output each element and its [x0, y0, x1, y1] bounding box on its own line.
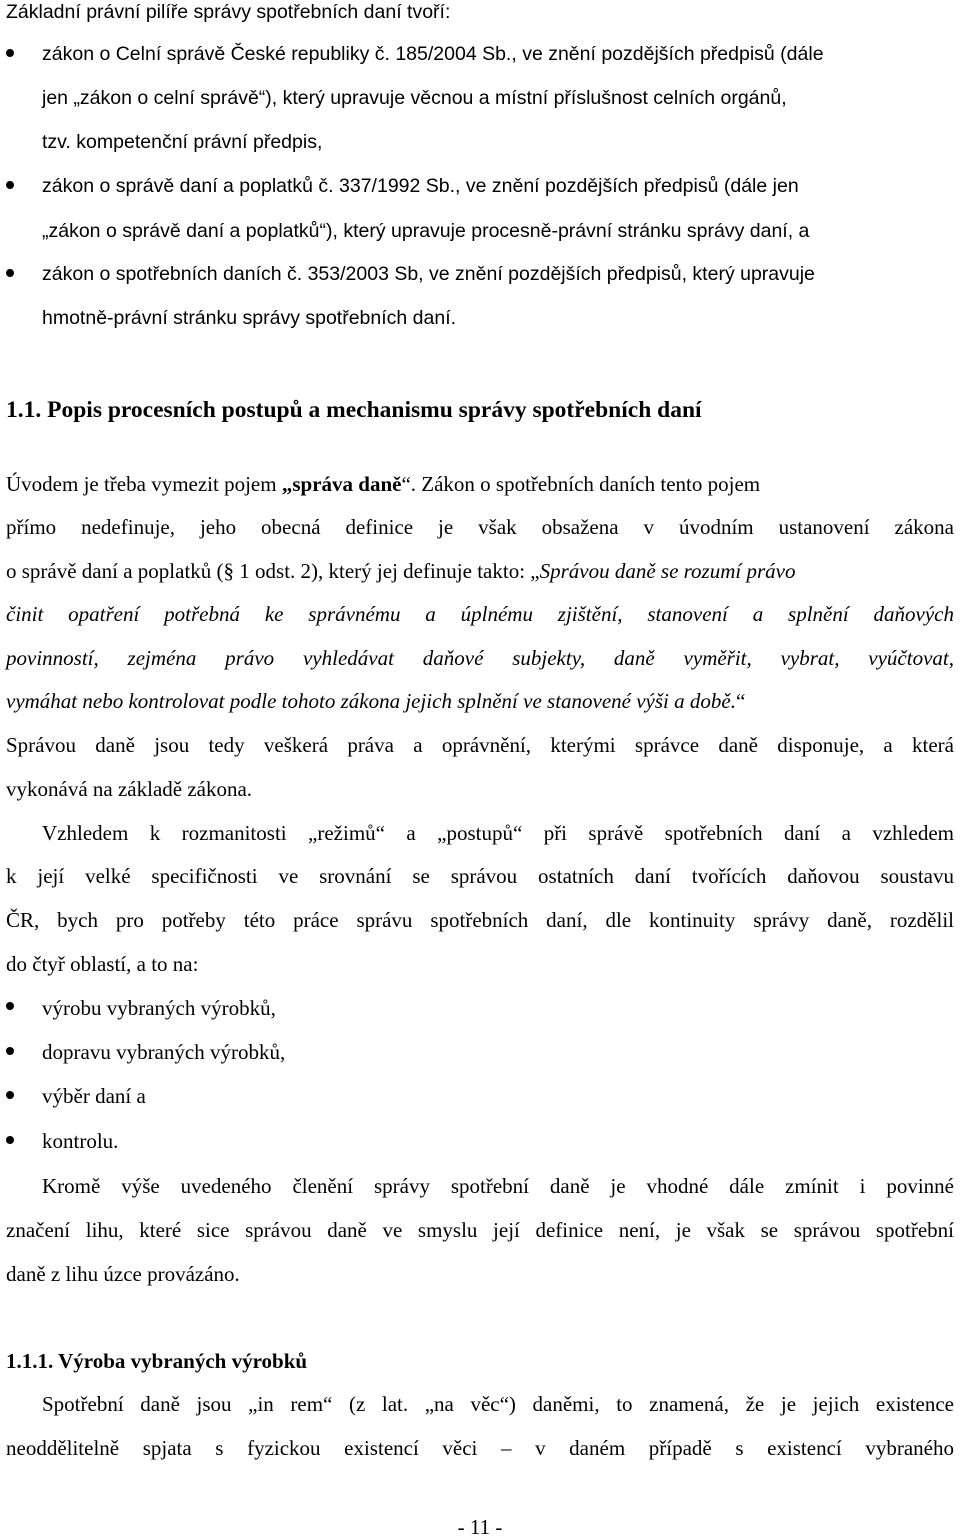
paragraph-1-line-8: vykonává na základě zákona.: [6, 777, 253, 801]
quote-span: vymáhat nebo kontrolovat podle tohoto zákona jejich splnění ve stanovené výši a době.: [6, 689, 736, 713]
quote-span: Správou daně se rozumí právo: [539, 559, 796, 583]
paragraph-2-line-1: Vzhledem k rozmanitosti „režimů“ a „postupů“ při správě spotřebních daní a vzhledem: [42, 821, 954, 845]
subsection-line-2: neoddělitelně spjata s fyzickou existencí věci – v daném případě s existencí vybraného: [6, 1436, 954, 1460]
bullet-icon: [6, 181, 14, 189]
text-span: Úvodem je třeba vymezit pojem: [6, 472, 282, 496]
paragraph-2-line-2: k její velké specifičnosti ve srovnání se správou ostatních daní tvořících daňovou soustavu: [6, 864, 954, 888]
law-2-line-1: zákon o správě daní a poplatků č. 337/1992 Sb., ve znění pozdějších předpisů (dále jen: [42, 175, 799, 197]
text-span: “: [735, 689, 746, 713]
law-1-line-1: zákon o Celní správě České republiky č. 185/2004 Sb., ve znění pozdějších předpisů (dále: [42, 43, 824, 65]
list-item: kontrolu.: [42, 1129, 119, 1153]
paragraph-2-line-4: do čtyř oblastí, a to na:: [6, 952, 199, 976]
section-heading: 1.1. Popis procesních postupů a mechanismu správy spotřebních daní: [6, 397, 702, 423]
paragraph-1-line-2: přímo nedefinuje, jeho obecná definice je však obsažena v úvodním ustanovení zákona: [6, 515, 954, 539]
paragraph-1-line-5: povinností, zejména právo vyhledávat daňové subjekty, daně vyměřit, vybrat, vyúčtovat,: [6, 646, 954, 670]
page-number: - 11 -: [457, 1515, 503, 1539]
bullet-icon: [6, 269, 14, 277]
paragraph-1-line-3: [6, 556, 795, 586]
law-1-line-3: tzv. kompetenční právní předpis,: [42, 131, 323, 153]
paragraph-3-line-3: daně z lihu úzce provázáno.: [6, 1262, 240, 1286]
paragraph-2-line-3: ČR, bych pro potřeby této práce správu spotřebních daní, dle kontinuity správy daně, rozdělil: [6, 908, 954, 932]
intro-text: Základní právní pilíře správy spotřebních daní tvoří:: [6, 1, 451, 23]
list-item: dopravu vybraných výrobků,: [42, 1040, 286, 1064]
bullet-icon: [6, 1047, 14, 1055]
paragraph-1-line-7: Správou daně jsou tedy veškerá práva a oprávnění, kterými správce daně disponuje, a která: [6, 733, 954, 757]
paragraph-3-line-2: značení lihu, které sice správou daně ve smyslu její definice není, je však se správou spotřební: [6, 1218, 954, 1242]
law-1-line-2: jen „zákon o celní správě“), který upravuje věcnou a místní příslušnost celních orgánů,: [42, 87, 787, 109]
paragraph-1-line-4: činit opatření potřebná ke správnému a úplnému zjištění, stanovení a splnění daňových: [6, 602, 954, 626]
bullet-icon: [6, 1091, 14, 1099]
bullet-icon: [6, 1136, 14, 1144]
paragraph-3-line-1: Kromě výše uvedeného členění správy spotřební daně je vhodné dále zmínit i povinné: [42, 1174, 954, 1198]
text-span: “. Zákon o spotřebních daních tento pojem: [401, 472, 761, 496]
paragraph-1-line-6: [6, 686, 745, 716]
paragraph-1-line-1: [6, 469, 760, 499]
law-3-line-1: zákon o spotřebních daních č. 353/2003 Sb, ve znění pozdějších předpisů, který upravuje: [42, 263, 815, 285]
term-sprava-dane: „správa daně: [281, 472, 402, 496]
bullet-icon: [6, 1002, 14, 1010]
text-span: o správě daní a poplatků (§ 1 odst. 2), který jej definuje takto: „: [6, 559, 540, 583]
list-item: výběr daní a: [42, 1084, 146, 1108]
bullet-icon: [6, 49, 14, 57]
subsection-line-1: Spotřební daně jsou „in rem“ (z lat. „na věc“) daněmi, to znamená, že je jejich existence: [42, 1392, 954, 1416]
subsection-heading: 1.1.1. Výroba vybraných výrobků: [6, 1349, 308, 1373]
list-item: výrobu vybraných výrobků,: [42, 996, 276, 1020]
law-3-line-2: hmotně-právní stránku správy spotřebních daní.: [42, 307, 457, 329]
law-2-line-2: „zákon o správě daní a poplatků“), který upravuje procesně-právní stránku správy daní, a: [42, 220, 810, 242]
